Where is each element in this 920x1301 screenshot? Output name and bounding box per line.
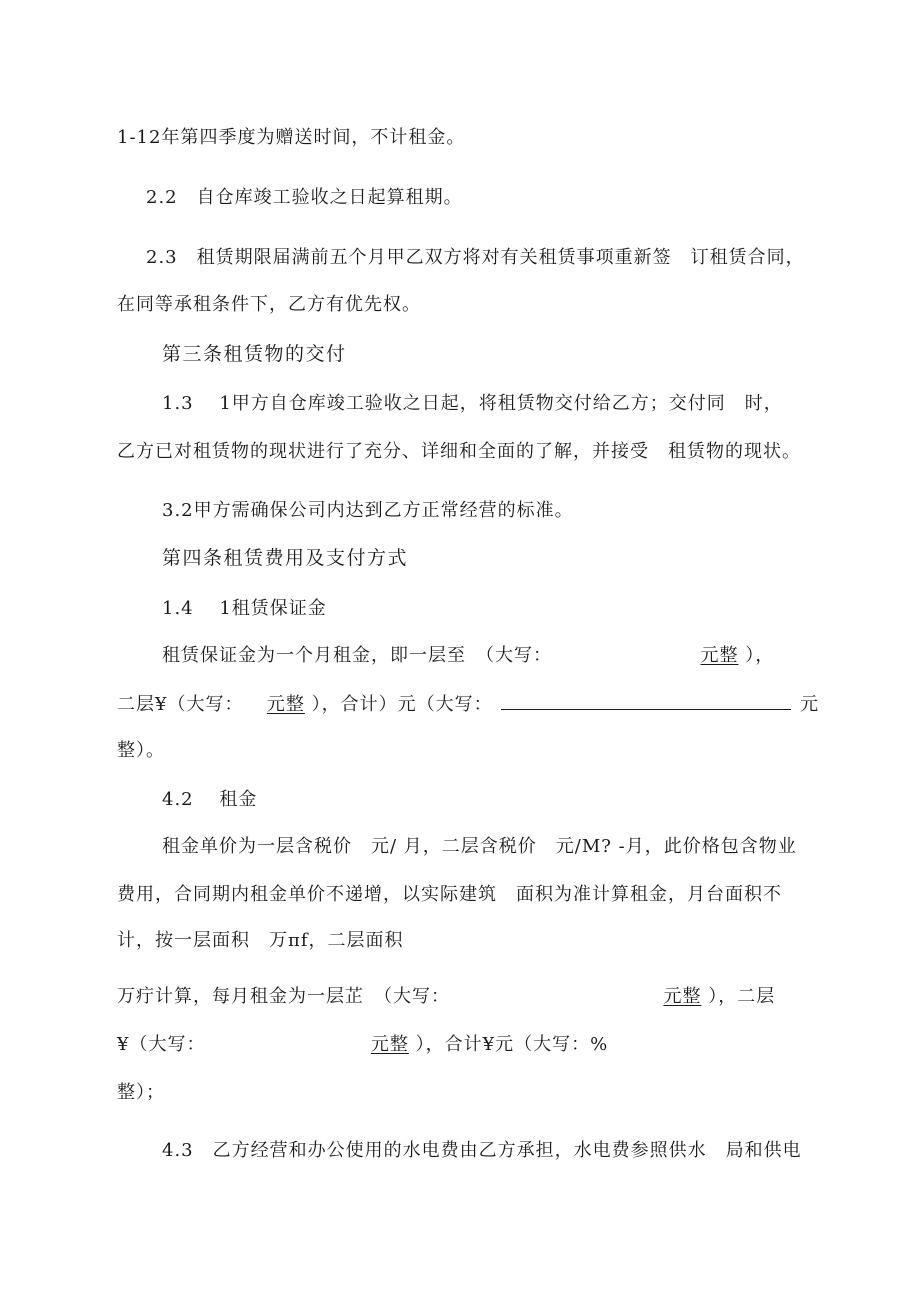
section-heading-article-4: 第四条租赁费用及支付方式 (162, 547, 409, 569)
clause-2-2: 2.2 自仓库竣工验收之日起算租期。 (146, 187, 463, 208)
rent-line-3: 计，按一层面积 万πf，二层面积 (117, 930, 404, 951)
paragraph-line: 整）。 (117, 740, 165, 761)
clause-4-2: 4.2 租金 (162, 789, 258, 810)
paragraph-line: 乙方已对租赁物的现状进行了充分、详细和全面的了解，并接受 租赁物的现状。 (117, 441, 801, 462)
section-heading-article-3: 第三条租赁物的交付 (162, 343, 347, 365)
text-segment: 租赁保证金为一个月租金，即一层至 （大写： (162, 645, 552, 666)
clause-2-3: 2.3 租赁期限届满前五个月甲乙双方将对有关租赁事项重新签 订租赁合同， (146, 247, 805, 268)
underlined-amount: 元整 (663, 986, 702, 1007)
rent-line-5 (117, 1033, 608, 1057)
paragraph-line: 整）； (117, 1082, 165, 1103)
paragraph-line: 1-12年第四季度为赠送时间，不计租金。 (117, 127, 466, 148)
deposit-line-2 (117, 691, 819, 717)
text-segment: 二层¥（大写： (117, 694, 244, 715)
text-segment: ）， (745, 645, 775, 666)
clause-1-4: 1.4 1租赁保证金 (162, 598, 327, 619)
clause-4-3: 4.3 乙方经营和办公使用的水电费由乙方承担，水电费参照供水 局和供电 (162, 1140, 802, 1161)
underlined-amount: 元整 (700, 645, 739, 666)
underlined-amount: 元整 (370, 1034, 409, 1055)
text-segment: 万疔计算，每月租金为一层芷 （大写： (117, 986, 450, 1007)
text-segment: ），合计¥元（大写：% (415, 1034, 609, 1055)
rent-line-4 (117, 985, 775, 1009)
deposit-line-1 (162, 644, 774, 668)
text-segment: ），合计）元（大写： (311, 694, 493, 715)
fill-in-blank (501, 691, 791, 710)
text-segment: ），二层 (708, 986, 776, 1007)
text-segment: ¥（大写： (117, 1034, 206, 1055)
rent-line-1: 租金单价为一层含税价 元/ 月，二层含税价 元/M? -月，此价格包含物业 (162, 836, 797, 857)
paragraph-line: 在同等承租条件下，乙方有优先权。 (117, 294, 421, 315)
clause-1-3: 1.3 1甲方自仓库竣工验收之日起，将租赁物交付给乙方；交付同 时， (162, 393, 783, 414)
rent-line-2: 费用，合同期内租金单价不递增，以实际建筑 面积为准计算租金，月台面积不 (117, 884, 782, 905)
text-segment: 元 (800, 694, 820, 715)
underlined-amount: 元整 (266, 694, 305, 715)
clause-3-2: 3.2甲方需确保公司内达到乙方正常经营的标准。 (162, 500, 574, 521)
